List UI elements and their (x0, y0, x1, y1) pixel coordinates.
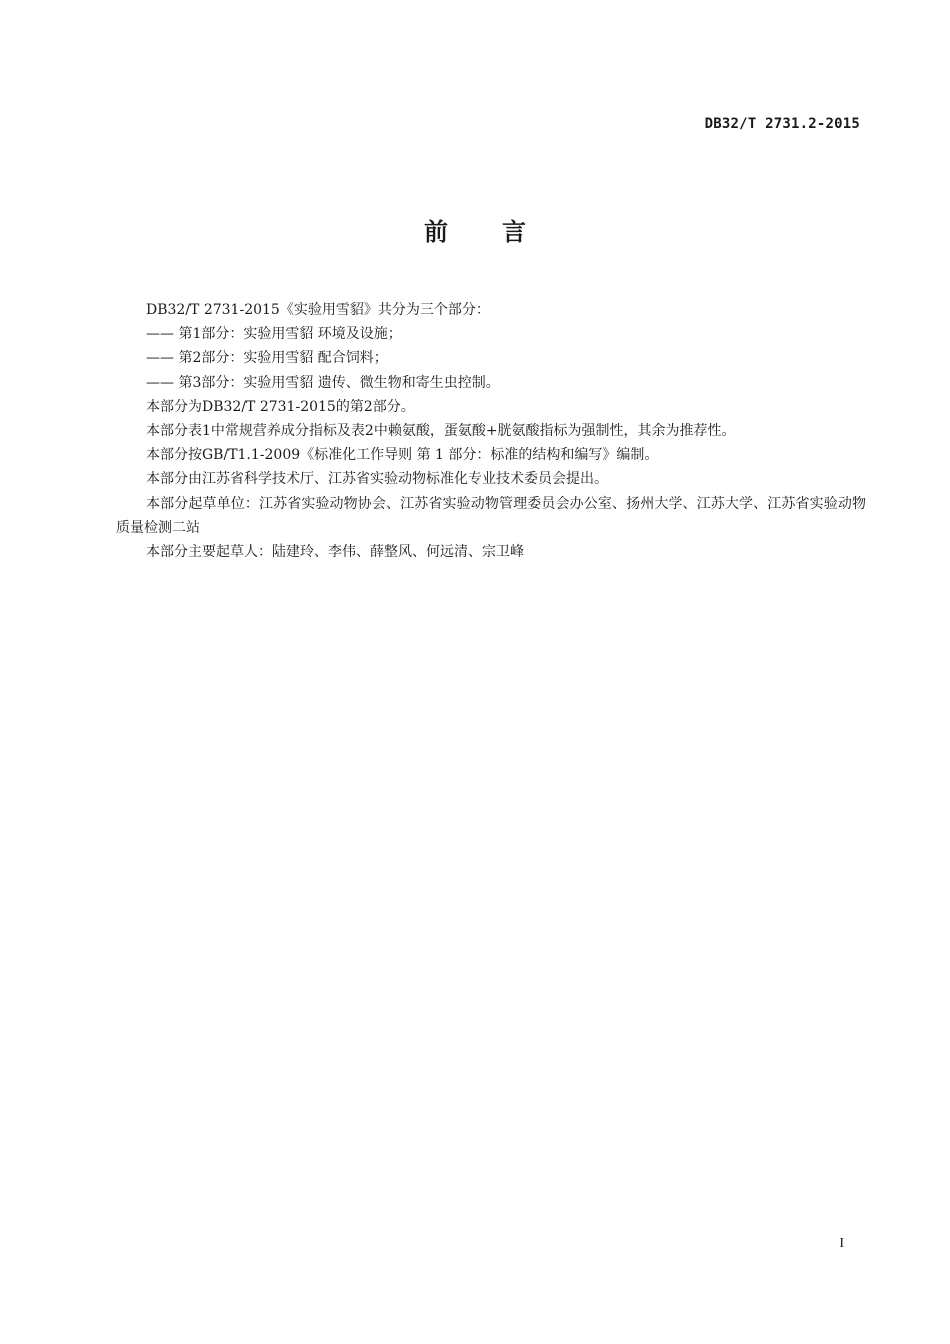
paragraph-drafting-units: 本部分起草单位：江苏省实验动物协会、江苏省实验动物管理委员会办公室、扬州大学、江苏大学、江苏省实验动物质量检测二站 (116, 495, 866, 536)
foreword-body (116, 298, 866, 564)
paragraph-part-3: —— 第3部分：实验用雪貂 遗传、微生物和寄生虫控制。 (146, 374, 500, 391)
page-title: 前言 (424, 218, 580, 246)
page-number: I (839, 1236, 844, 1251)
paragraph-drafting-rules: 本部分按GB/T1.1-2009《标准化工作导则 第 1 部分：标准的结构和编写》编制。 (146, 447, 659, 464)
paragraph-this-part: 本部分为DB32/T 2731-2015的第2部分。 (146, 398, 415, 415)
paragraph-intro: DB32/T 2731-2015《实验用雪貂》共分为三个部分： (146, 302, 490, 318)
paragraph-proposer: 本部分由江苏省科学技术厅、江苏省实验动物标准化专业技术委员会提出。 (146, 471, 608, 488)
paragraph-part-1: —— 第1部分：实验用雪貂 环境及设施； (146, 326, 402, 343)
paragraph-mandatory: 本部分表1中常规营养成分指标及表2中赖氨酸，蛋氨酸+胱氨酸指标为强制性，其余为推荐性。 (146, 423, 736, 440)
paragraph-drafters: 本部分主要起草人：陆建玲、李伟、薛整风、何远清、宗卫峰 (146, 544, 524, 561)
paragraph-part-2: —— 第2部分：实验用雪貂 配合饲料； (146, 350, 388, 367)
standard-code: DB32/T 2731.2-2015 (704, 116, 860, 132)
